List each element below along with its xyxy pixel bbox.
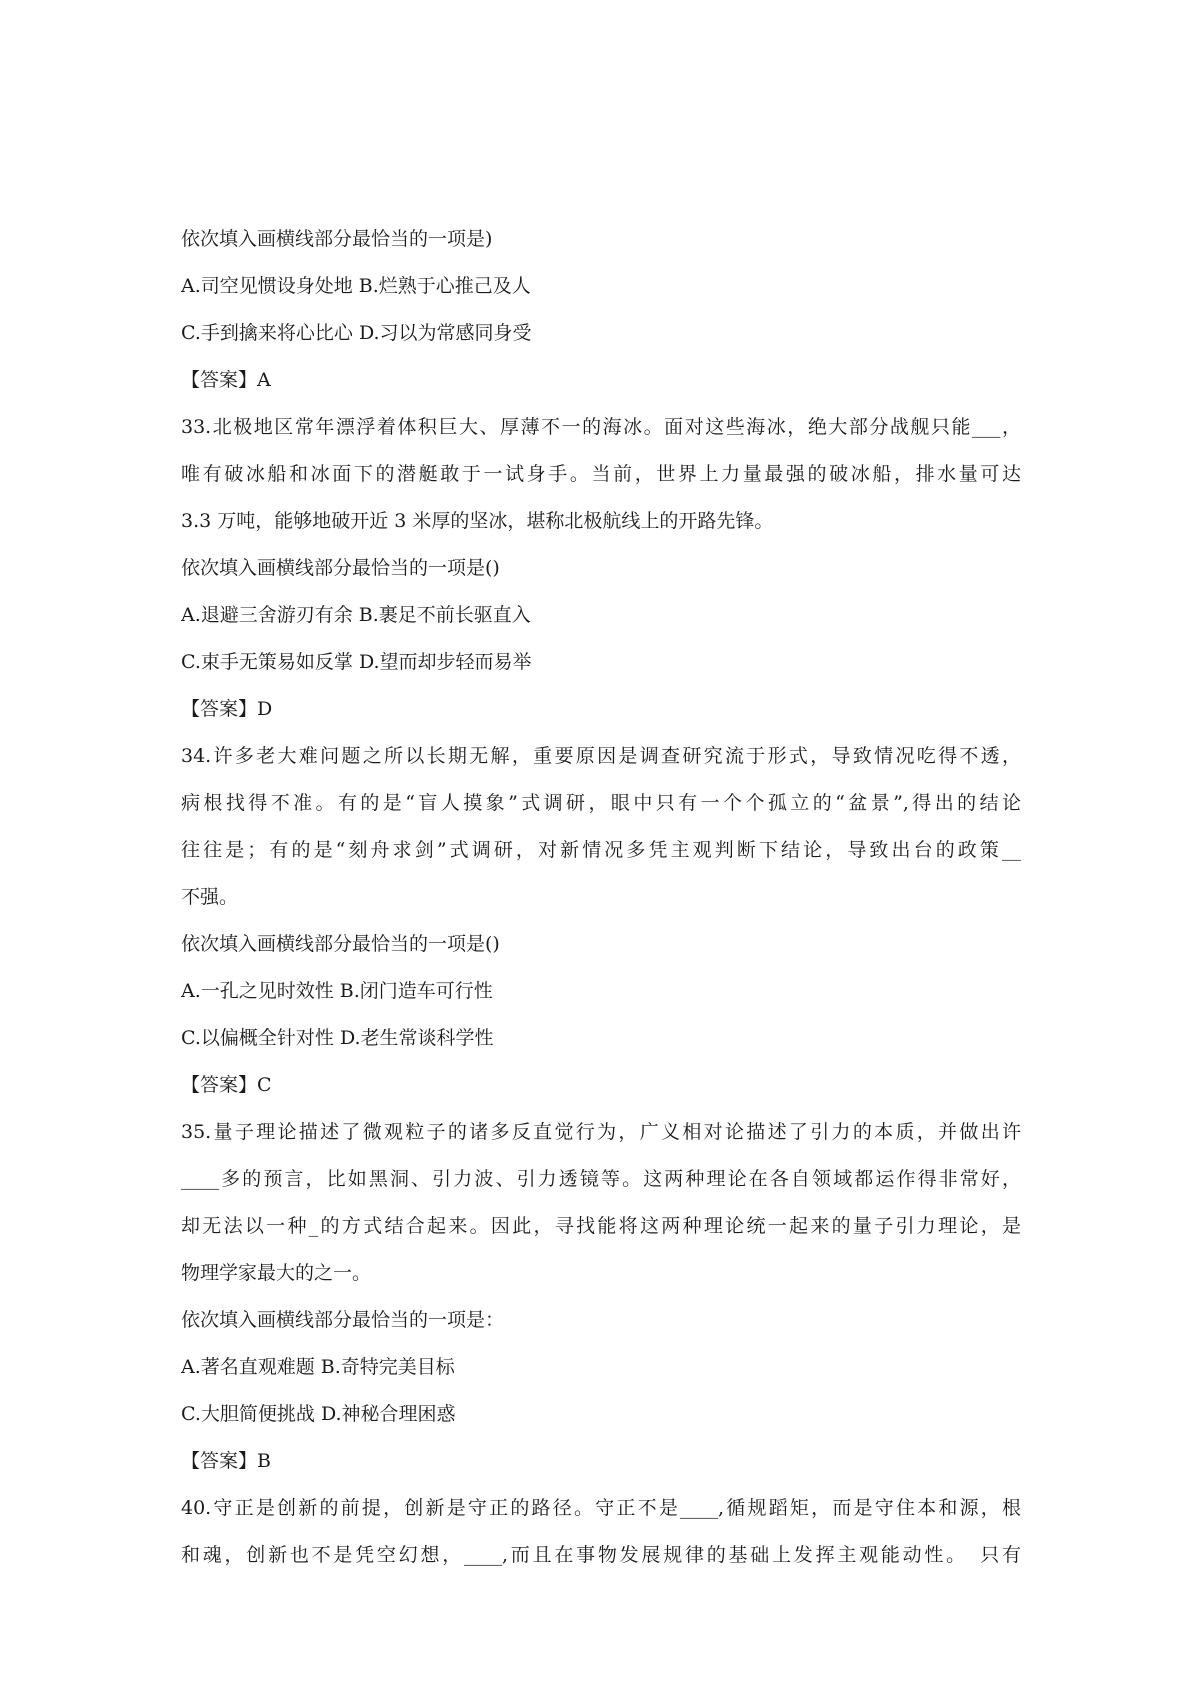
option-line: C.以偏概全针对性 D.老生常谈科学性 xyxy=(181,1027,494,1049)
answer-line: 【答案】A xyxy=(181,369,271,391)
option-line: A.一孔之见时效性 B.闭门造车可行性 xyxy=(181,980,493,1002)
question-33-text: 3.3 万吨，能够地破开近 3 米厚的坚冰，堪称北极航线上的开路先锋。 xyxy=(181,510,774,532)
option-line: C.束手无策易如反掌 D.望而却步轻而易举 xyxy=(181,651,532,673)
option-line: C.大胆简便挑战 D.神秘合理困惑 xyxy=(181,1403,456,1425)
answer-line: 【答案】D xyxy=(181,698,273,720)
question-stem: 依次填入画横线部分最恰当的一项是) xyxy=(181,228,493,250)
question-35-text: 35.量子理论描述了微观粒子的诸多反直觉行为，广义相对论描述了引力的本质，并做出许 xyxy=(181,1121,1021,1143)
question-34-text: 病根找得不准。有的是“盲人摸象”式调研，眼中只有一个个孤立的“盆景”,得出的结论 xyxy=(181,792,1021,814)
option-line: A.退避三舍游刃有余 B.裹足不前长驱直入 xyxy=(181,604,531,626)
question-stem: 依次填入画横线部分最恰当的一项是： xyxy=(181,1309,505,1331)
question-stem: 依次填入画横线部分最恰当的一项是() xyxy=(181,557,500,579)
option-line: A.司空见惯设身处地 B.烂熟于心推己及人 xyxy=(181,275,531,297)
question-33-text: 唯有破冰船和冰面下的潜艇敢于一试身手。当前，世界上力量最强的破冰船，排水量可达 xyxy=(181,463,1021,485)
option-line: A.著名直观难题 B.奇特完美目标 xyxy=(181,1356,455,1378)
question-33-text: 33.北极地区常年漂浮着体积巨大、厚薄不一的海冰。面对这些海冰，绝大部分战舰只能___， xyxy=(181,416,1021,438)
question-35-text: ____多的预言，比如黑洞、引力波、引力透镜等。这两种理论在各自领域都运作得非常好， xyxy=(181,1168,1021,1190)
option-line: C.手到擒来将心比心 D.习以为常感同身受 xyxy=(181,322,532,344)
question-35-text: 物理学家最大的之一。 xyxy=(181,1262,372,1284)
answer-line: 【答案】B xyxy=(181,1450,271,1472)
question-34-text: 34.许多老大难问题之所以长期无解，重要原因是调查研究流于形式，导致情况吃得不透， xyxy=(181,745,1021,767)
question-stem: 依次填入画横线部分最恰当的一项是() xyxy=(181,933,500,955)
question-40-text: 和魂，创新也不是凭空幻想，____,而且在事物发展规律的基础上发挥主观能动性。 只有 xyxy=(181,1544,1021,1566)
question-40-text: 40.守正是创新的前提，创新是守正的路径。守正不是____,循规蹈矩，而是守住本和源，根 xyxy=(181,1497,1021,1519)
answer-line: 【答案】C xyxy=(181,1074,272,1096)
question-35-text: 却无法以一种_的方式结合起来。因此，寻找能将这两种理论统一起来的量子引力理论，是 xyxy=(181,1215,1021,1237)
question-34-text: 往往是；有的是“刻舟求剑”式调研，对新情况多凭主观判断下结论，导致出台的政策__ xyxy=(181,839,1021,861)
question-34-text: 不强。 xyxy=(181,886,239,908)
document-page xyxy=(181,228,1021,1591)
